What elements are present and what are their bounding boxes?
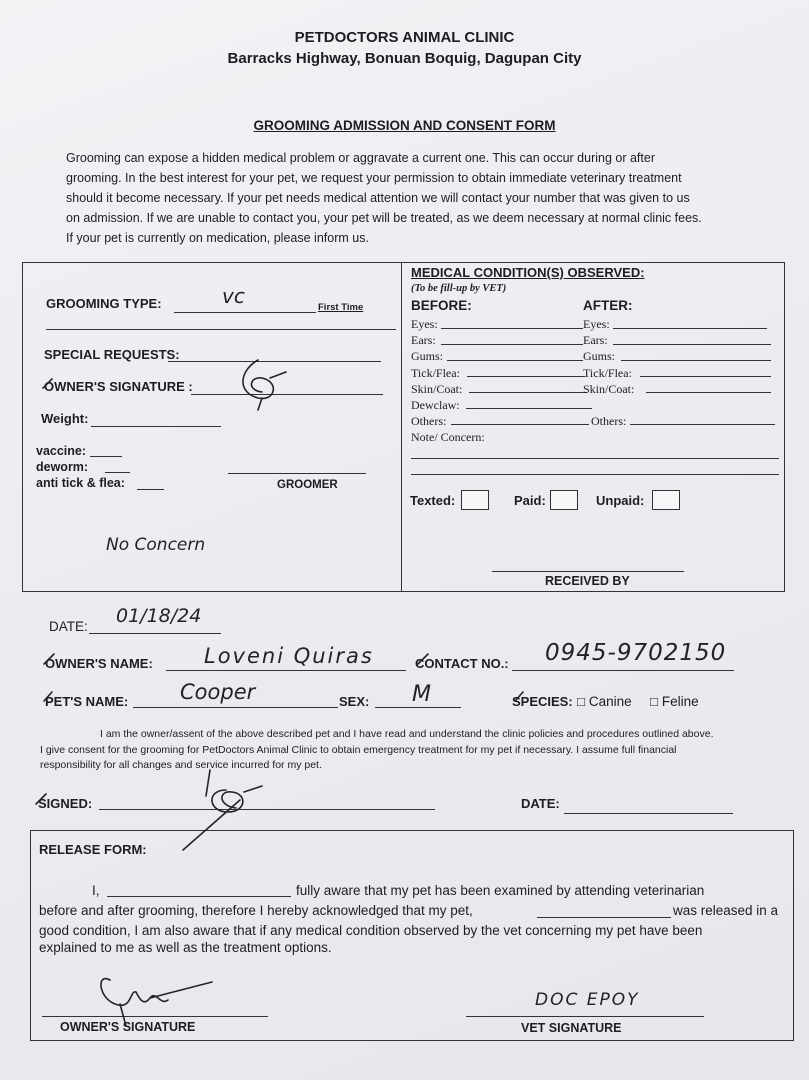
intro-paragraph: Grooming can expose a hidden medical problem or aggravate a current one. This can occur during or after grooming. In the best interest for your pet, we request your permission to obtain immediate veterinary treatment should it become necessary. If your pet needs medical attention we will contact your number that was given to us on admission. If we are unable to contact you, your pet will be treated, as we deem necessary at normal clinic fees. If your pet is currently on medication, please inform us. (66, 151, 702, 245)
unpaid-label: Unpaid: (596, 493, 645, 508)
release-owner-signature (101, 979, 212, 1026)
owner-name-value: Loveni Quiras (204, 644, 374, 668)
contact-value: 0945-9702150 (545, 640, 727, 666)
grooming-type-value: vc (222, 284, 245, 308)
release-line3: good condition, I am also aware that if any medical condition observed by the vet concerning my pet have been (39, 923, 703, 938)
feline-option[interactable]: □ Feline (650, 694, 699, 709)
vet-name-value: DOC EPOY (535, 990, 640, 1010)
note-concern-label: Note/ Concern: (411, 430, 485, 444)
release-i: I, (92, 883, 100, 898)
strike-pet-name (44, 692, 52, 701)
after-list: Eyes: Ears: Gums: Tick/Flea: Skin/Coat: Others: (583, 317, 635, 429)
signed-label: SIGNED: (38, 796, 93, 811)
signed-signature-scribble (183, 770, 262, 850)
strike-owner-name (44, 654, 54, 664)
vet-subheading: (To be fill-up by VET) (411, 283, 507, 294)
grooming-type-label: GROOMING TYPE: (46, 296, 162, 311)
date-value: 01/18/24 (116, 605, 202, 627)
owner-signature-label: OWNER'S SIGNATURE : (44, 379, 193, 394)
contact-label: CONTACT NO.: (415, 656, 509, 671)
vaccine-label: vaccine: (36, 444, 87, 458)
signed-date-label: DATE: (521, 796, 560, 811)
strike-contact (418, 654, 428, 664)
strike-owner-signature (43, 379, 52, 388)
first-time-label: First Time (318, 302, 364, 313)
vet-signature-label: VET SIGNATURE (521, 1021, 622, 1035)
note-value: No Concern (106, 535, 206, 555)
date-label: DATE: (49, 619, 88, 634)
canine-option[interactable]: □ Canine (577, 694, 632, 709)
release-line2b: was released in a (673, 903, 779, 918)
owner-signature-release-label: OWNER'S SIGNATURE (60, 1020, 196, 1034)
special-requests-label: SPECIAL REQUESTS: (44, 347, 180, 362)
release-line4: explained to me as well as the treatment options. (39, 940, 332, 955)
received-by-label: RECEIVED BY (545, 574, 630, 588)
deworm-label: deworm: (36, 460, 89, 474)
before-label: BEFORE: (411, 298, 472, 313)
texted-label: Texted: (410, 493, 456, 508)
strike-signed (36, 794, 46, 804)
release-title: RELEASE FORM: (39, 842, 147, 857)
clinic-name: PETDOCTORS ANIMAL CLINIC (294, 29, 515, 46)
species-label: SPECIES: (512, 694, 573, 709)
consent-paragraph: I am the owner/assent of the above described pet and I have read and understand the clinic policies and procedures outlined above. I give consent for the grooming for PetDoctors Animal Clinic to obtain emergency treatment for my pet if necessary. I assume full financial responsibility for all changes and service incurred for my pet. (40, 728, 714, 771)
anti-tick-label: anti tick & flea: (36, 476, 125, 490)
strike-species (515, 692, 523, 701)
owner-signature-scribble (243, 360, 286, 410)
weight-label: Weight: (41, 411, 89, 426)
pet-name-value: Cooper (180, 680, 256, 704)
release-line2a: before and after grooming, therefore I hereby acknowledged that my pet, (39, 903, 473, 918)
pet-name-label: PET'S NAME: (45, 694, 129, 709)
owner-name-label: OWNER'S NAME: (45, 656, 153, 671)
release-line1: fully aware that my pet has been examined by attending veterinarian (296, 883, 705, 898)
after-label: AFTER: (583, 298, 633, 313)
before-list: Eyes: Ears: Gums: Tick/Flea: Skin/Coat: Dewclaw: Others: (411, 317, 463, 429)
form-title: GROOMING ADMISSION AND CONSENT FORM (253, 118, 556, 133)
groomer-label: GROOMER (277, 479, 338, 491)
medical-heading: MEDICAL CONDITION(S) OBSERVED: (411, 265, 645, 280)
sex-label: SEX: (339, 694, 370, 709)
paid-label: Paid: (514, 493, 546, 508)
clinic-address: Barracks Highway, Bonuan Boquig, Dagupan City (227, 50, 582, 67)
sex-value: M (412, 682, 431, 707)
